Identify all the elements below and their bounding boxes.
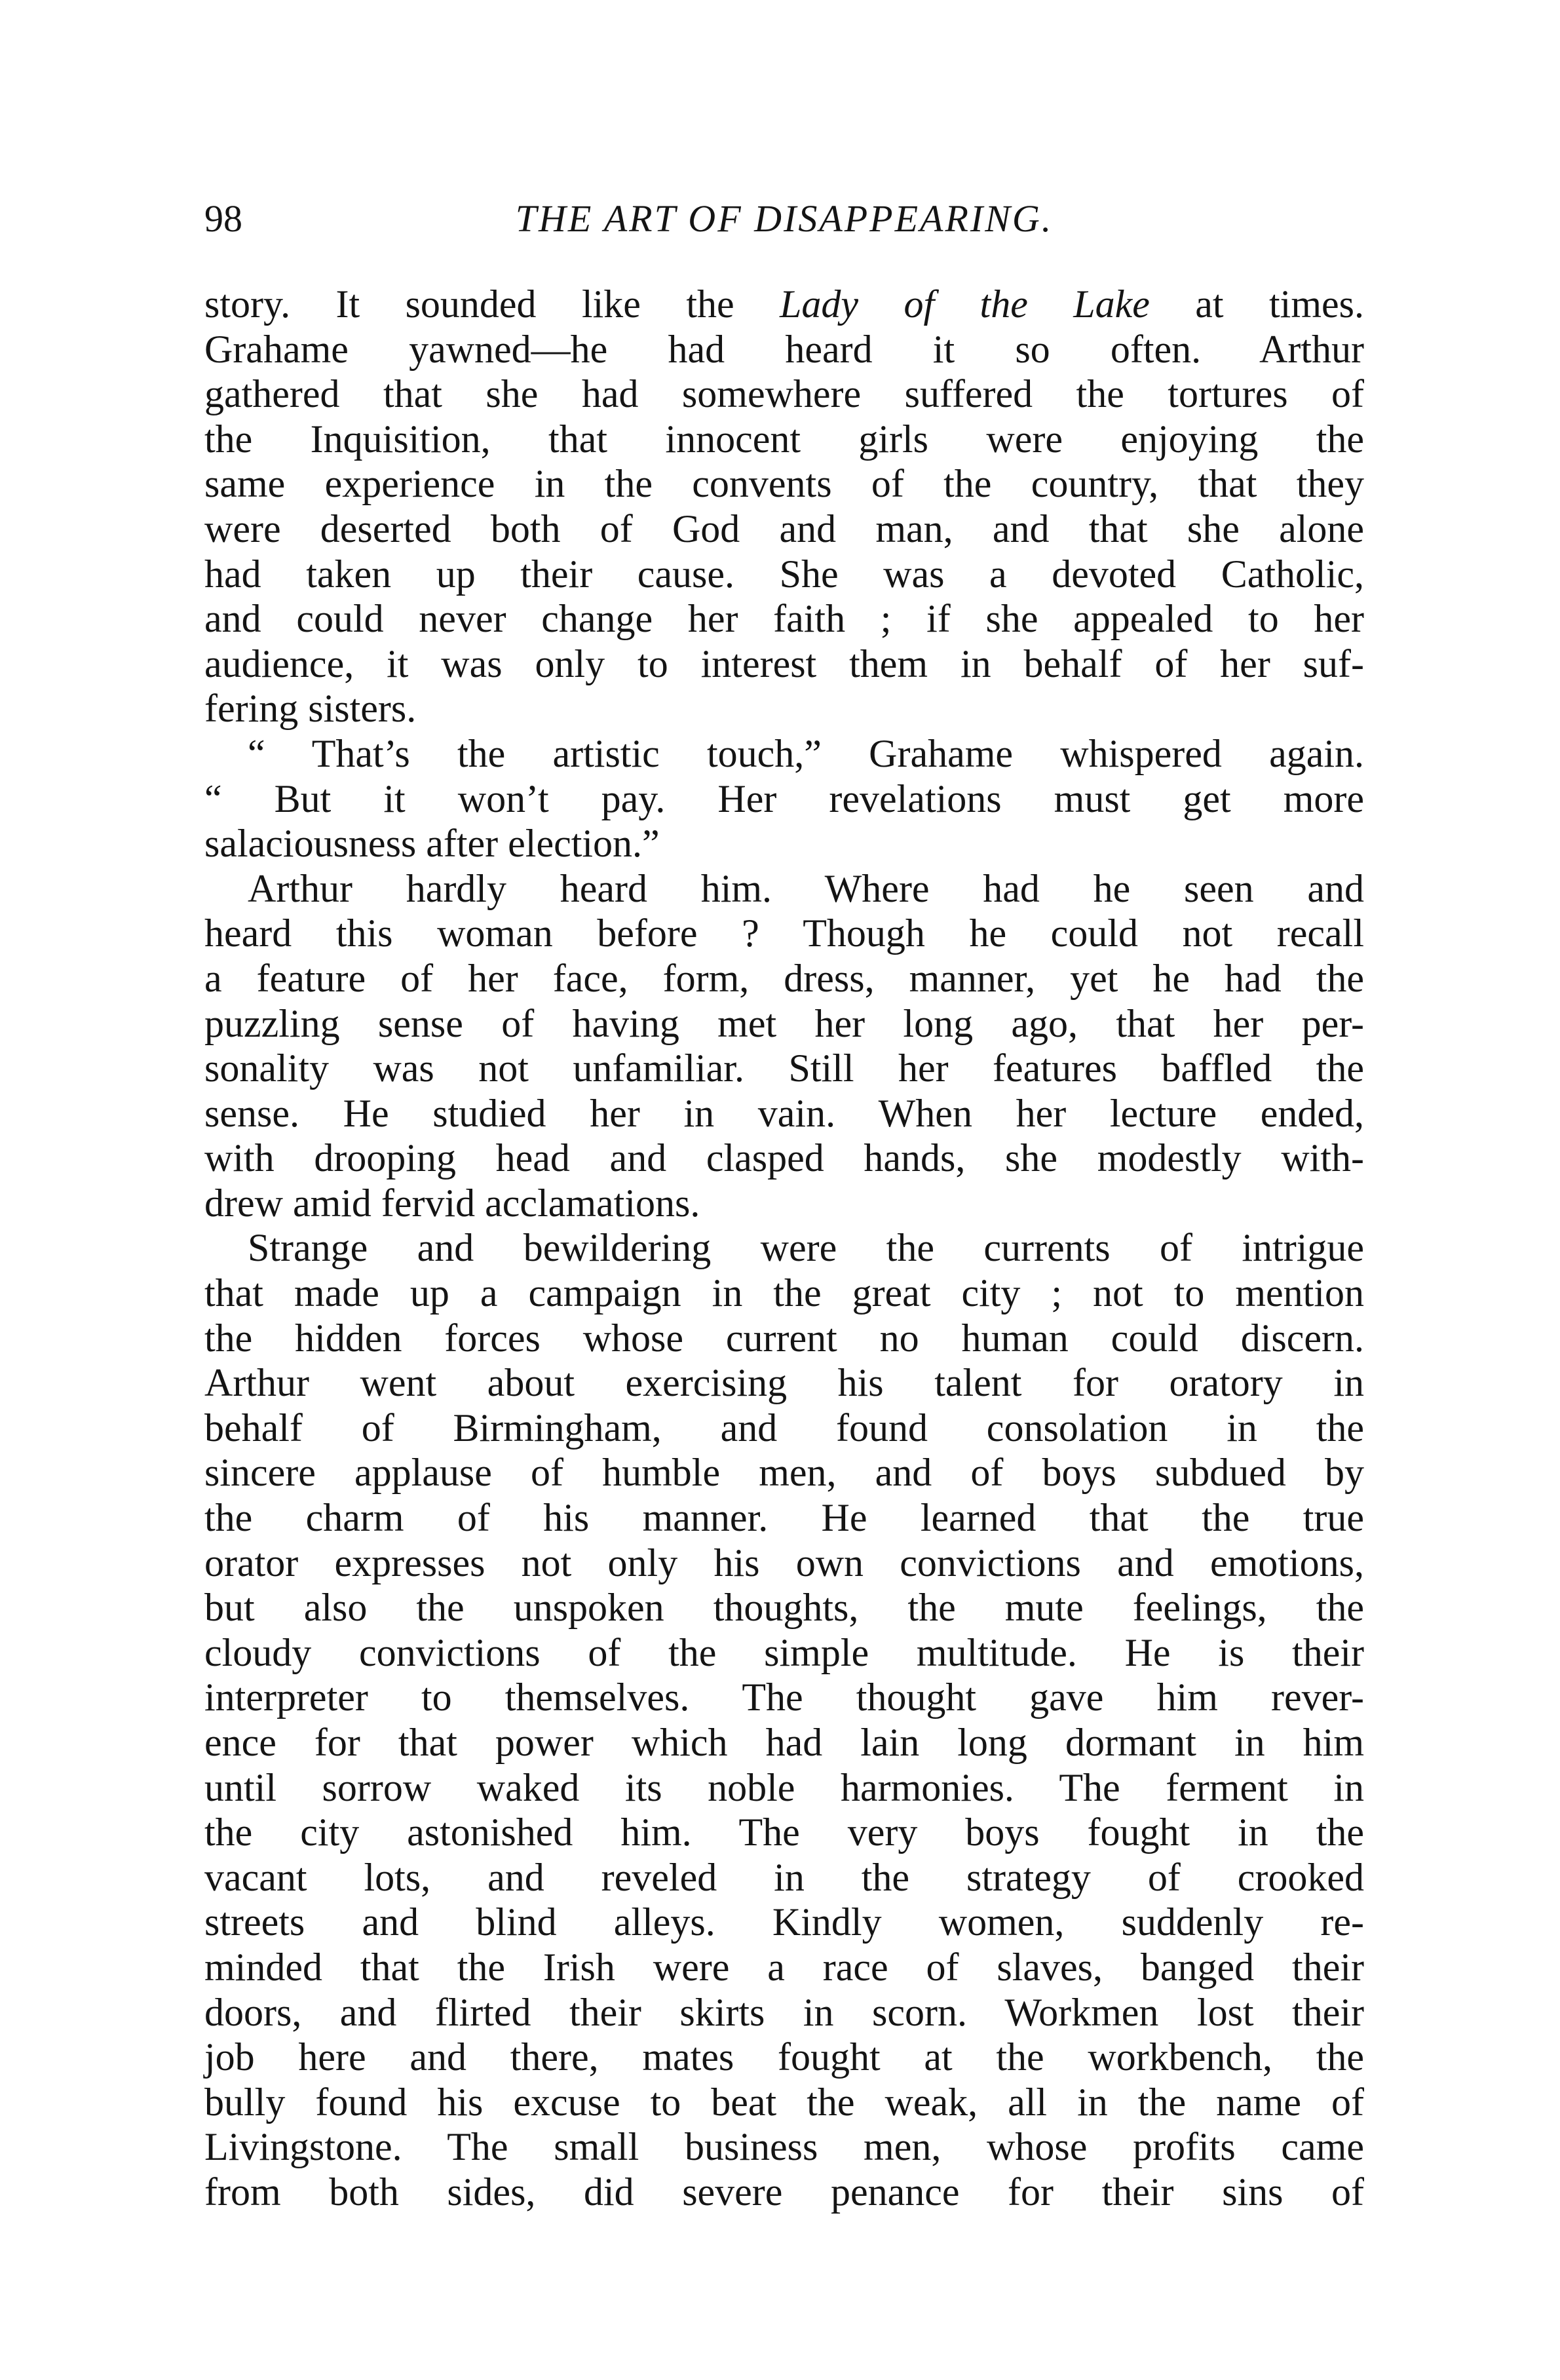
running-title: THE ART OF DISAPPEARING. bbox=[515, 197, 1054, 240]
text-line: doors, and flirted their skirts in scorn. Workmen lost their bbox=[204, 1990, 1364, 2034]
text-line: same experience in the convents of the country, that they bbox=[204, 462, 1364, 506]
text-line: ence for that power which had lain long dormant in him bbox=[204, 1721, 1364, 1764]
text-line: sense. He studied her in vain. When her lecture ended, bbox=[204, 1091, 1364, 1135]
text-line: the charm of his manner. He learned that the true bbox=[204, 1496, 1364, 1540]
text-line: Strange and bewildering were the currents of intrigue bbox=[248, 1226, 1364, 1270]
text-line: the hidden forces whose current no human could discern. bbox=[204, 1316, 1364, 1360]
text-line: were deserted both of God and man, and that she alone bbox=[204, 507, 1364, 550]
text-line: “ That’s the artistic touch,” Grahame whispered again. bbox=[248, 731, 1364, 775]
body-text bbox=[204, 282, 1364, 2215]
text-line: fering sisters. bbox=[204, 687, 417, 731]
text-line: a feature of her face, form, dress, manner, yet he had the bbox=[204, 956, 1364, 1000]
text-line: the city astonished him. The very boys fought in the bbox=[204, 1811, 1364, 1854]
text-line: sincere applause of humble men, and of boys subdued by bbox=[204, 1451, 1364, 1495]
text-line: orator expresses not only his own convictions and emotions, bbox=[204, 1541, 1364, 1584]
text-line: audience, it was only to interest them in behalf of her suf- bbox=[204, 642, 1364, 685]
text-line: Livingstone. The small business men, whose profits came bbox=[204, 2125, 1364, 2169]
running-head bbox=[204, 193, 1364, 245]
text-line: bully found his excuse to beat the weak, all in the name of bbox=[204, 2080, 1364, 2124]
text-line: the Inquisition, that innocent girls were enjoying the bbox=[204, 417, 1364, 461]
text-line: Grahame yawned—he had heard it so often. Arthur bbox=[204, 327, 1364, 371]
text-line: Arthur hardly heard him. Where had he seen and bbox=[248, 866, 1364, 910]
text-line: had taken up their cause. She was a devoted Catholic, bbox=[204, 552, 1364, 596]
text-line: and could never change her faith ; if she appealed to her bbox=[204, 597, 1364, 641]
text-line: with drooping head and clasped hands, she modestly with- bbox=[204, 1136, 1364, 1180]
text-line: Arthur went about exercising his talent for oratory in bbox=[204, 1361, 1364, 1405]
page-number: 98 bbox=[204, 197, 242, 240]
text-line: vacant lots, and reveled in the strategy of crooked bbox=[204, 1855, 1364, 1899]
text-line: heard this woman before ? Though he could not recall bbox=[204, 912, 1364, 955]
text-line: story. It sounded like the Lady of the Lake at times. bbox=[204, 282, 1364, 326]
text-line: behalf of Birmingham, and found consolation in the bbox=[204, 1406, 1364, 1449]
text-line: from both sides, did severe penance for their sins of bbox=[204, 2170, 1364, 2214]
text-line: sonality was not unfamiliar. Still her features baffled the bbox=[204, 1046, 1364, 1090]
text-line: cloudy convictions of the simple multitude. He is their bbox=[204, 1630, 1364, 1674]
text-line: interpreter to themselves. The thought gave him rever- bbox=[204, 1676, 1364, 1719]
italic-title: Lady of the Lake bbox=[780, 282, 1150, 326]
text-line: job here and there, mates fought at the workbench, the bbox=[204, 2035, 1364, 2079]
text-line: “ But it won’t pay. Her revelations must get more bbox=[204, 777, 1364, 820]
text-line: gathered that she had somewhere suffered the tortures of bbox=[204, 372, 1364, 416]
text-line: puzzling sense of having met her long ago, that her per- bbox=[204, 1001, 1364, 1045]
text-line: that made up a campaign in the great city ; not to mention bbox=[204, 1271, 1364, 1315]
text-line: minded that the Irish were a race of slaves, banged their bbox=[204, 1945, 1364, 1989]
text-line: but also the unspoken thoughts, the mute feelings, the bbox=[204, 1586, 1364, 1630]
text-line: drew amid fervid acclamations. bbox=[204, 1181, 700, 1225]
text-line: streets and blind alleys. Kindly women, suddenly re- bbox=[204, 1900, 1364, 1944]
text-line: salaciousness after election.” bbox=[204, 822, 660, 866]
text-line: until sorrow waked its noble harmonies. The ferment in bbox=[204, 1765, 1364, 1809]
